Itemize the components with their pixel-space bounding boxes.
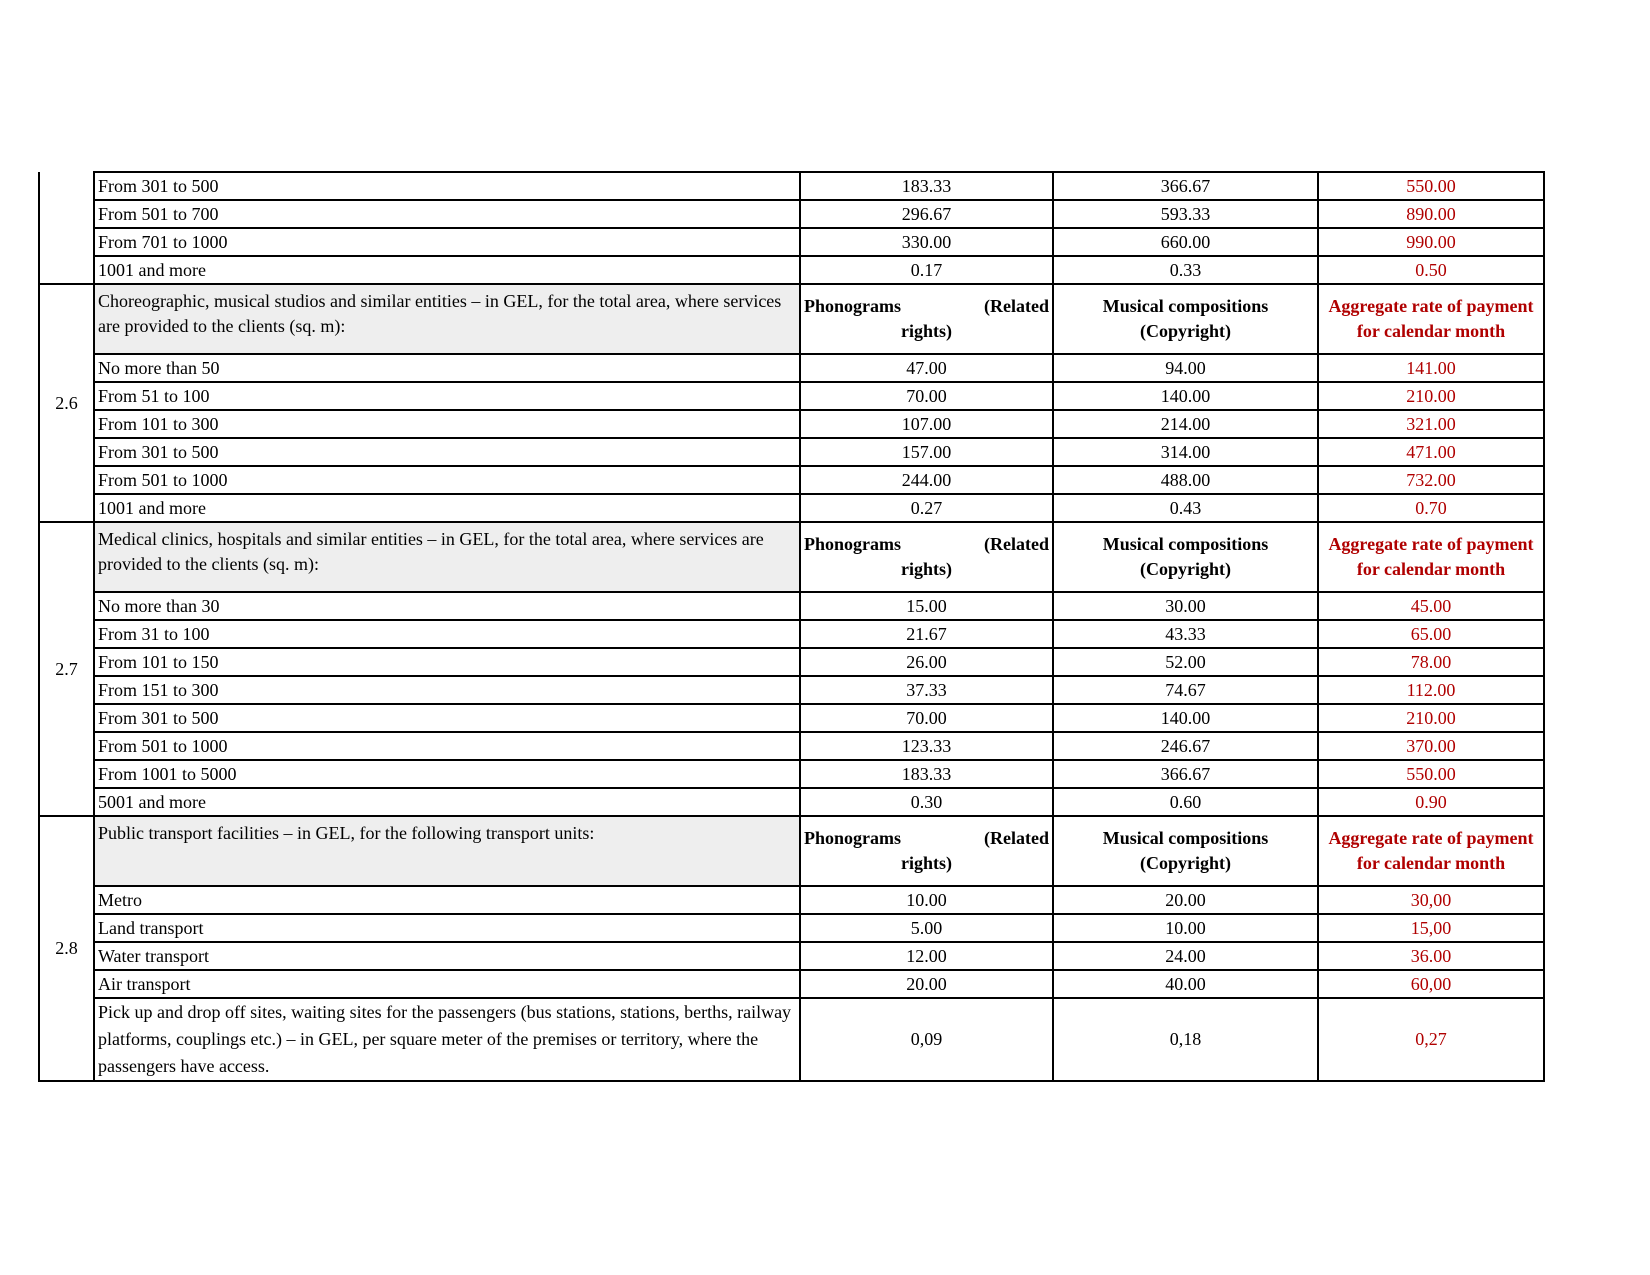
aggregate-value: 732.00 <box>1318 466 1544 494</box>
table-row <box>39 732 1544 760</box>
section-description: Choreographic, musical studios and similar entities – in GEL, for the total area, where services are provided to the clients (sq. m): <box>94 284 800 354</box>
copyright-value: 52.00 <box>1053 648 1318 676</box>
table-row <box>39 172 1544 200</box>
aggregate-value: 0.90 <box>1318 788 1544 816</box>
aggregate-column-header: Aggregate rate of payment for calendar month <box>1318 522 1544 592</box>
aggregate-value: 141.00 <box>1318 354 1544 382</box>
aggregate-value: 15,00 <box>1318 914 1544 942</box>
copyright-column-header: Musical compositions (Copyright) <box>1053 284 1318 354</box>
table-row <box>39 788 1544 816</box>
table-row <box>39 998 1544 1081</box>
phonograms-value: 0.17 <box>800 256 1053 284</box>
copyright-value: 140.00 <box>1053 382 1318 410</box>
copyright-value: 246.67 <box>1053 732 1318 760</box>
table-row <box>39 886 1544 914</box>
table-row <box>39 410 1544 438</box>
phonograms-column-header <box>800 284 1053 354</box>
copyright-column-header: Musical compositions (Copyright) <box>1053 522 1318 592</box>
row-label: From 31 to 100 <box>94 620 800 648</box>
phonograms-value: 123.33 <box>800 732 1053 760</box>
tariff-table-page <box>38 171 1543 1082</box>
phonograms-value: 157.00 <box>800 438 1053 466</box>
related-label: (Related <box>984 828 1049 848</box>
table-row <box>39 620 1544 648</box>
related-label: (Related <box>984 296 1049 316</box>
aggregate-value: 36.00 <box>1318 942 1544 970</box>
row-label: 5001 and more <box>94 788 800 816</box>
section-number: 2.6 <box>39 284 94 522</box>
phonograms-value: 70.00 <box>800 382 1053 410</box>
table-row <box>39 494 1544 522</box>
aggregate-column-header: Aggregate rate of payment for calendar month <box>1318 284 1544 354</box>
aggregate-value: 78.00 <box>1318 648 1544 676</box>
phonograms-value: 12.00 <box>800 942 1053 970</box>
phonograms-value: 37.33 <box>800 676 1053 704</box>
copyright-value: 593.33 <box>1053 200 1318 228</box>
aggregate-value: 0,27 <box>1318 998 1544 1081</box>
phonograms-value: 47.00 <box>800 354 1053 382</box>
aggregate-value: 890.00 <box>1318 200 1544 228</box>
row-label: From 501 to 1000 <box>94 732 800 760</box>
copyright-value: 0.33 <box>1053 256 1318 284</box>
section-number: 2.8 <box>39 816 94 1081</box>
aggregate-value: 210.00 <box>1318 704 1544 732</box>
phonograms-label: Phonograms <box>804 828 902 848</box>
phonograms-value: 26.00 <box>800 648 1053 676</box>
row-label: No more than 30 <box>94 592 800 620</box>
phonograms-value: 20.00 <box>800 970 1053 998</box>
rights-label: rights) <box>901 853 952 873</box>
section-header-row <box>39 522 1544 592</box>
table-row <box>39 970 1544 998</box>
section-header-row <box>39 284 1544 354</box>
aggregate-value: 112.00 <box>1318 676 1544 704</box>
row-label: Metro <box>94 886 800 914</box>
table-row <box>39 648 1544 676</box>
phonograms-value: 0.27 <box>800 494 1053 522</box>
table-row <box>39 704 1544 732</box>
row-label: 1001 and more <box>94 256 800 284</box>
copyright-value: 214.00 <box>1053 410 1318 438</box>
table-row <box>39 466 1544 494</box>
copyright-value: 20.00 <box>1053 886 1318 914</box>
table-row <box>39 676 1544 704</box>
row-label: 1001 and more <box>94 494 800 522</box>
phonograms-label: Phonograms <box>804 534 902 554</box>
row-label: From 51 to 100 <box>94 382 800 410</box>
related-label: (Related <box>984 534 1049 554</box>
table-row <box>39 228 1544 256</box>
phonograms-value: 296.67 <box>800 200 1053 228</box>
phonograms-value: 183.33 <box>800 760 1053 788</box>
copyright-value: 30.00 <box>1053 592 1318 620</box>
section-number: 2.7 <box>39 522 94 816</box>
row-label: From 101 to 150 <box>94 648 800 676</box>
phonograms-column-header <box>800 816 1053 886</box>
copyright-column-header: Musical compositions (Copyright) <box>1053 816 1318 886</box>
copyright-value: 0.43 <box>1053 494 1318 522</box>
phonograms-column-header <box>800 522 1053 592</box>
copyright-value: 74.67 <box>1053 676 1318 704</box>
phonograms-value: 10.00 <box>800 886 1053 914</box>
row-label: From 301 to 500 <box>94 172 800 200</box>
row-label: From 301 to 500 <box>94 704 800 732</box>
rights-label: rights) <box>901 559 952 579</box>
phonograms-value: 70.00 <box>800 704 1053 732</box>
table-row <box>39 592 1544 620</box>
rights-label: rights) <box>901 321 952 341</box>
row-label: Pick up and drop off sites, waiting sites for the passengers (bus stations, stations, berths, railway platforms, couplings etc.) – in GEL, per square meter of the premises or territory, where the passengers have access. <box>94 998 800 1081</box>
aggregate-column-header: Aggregate rate of payment for calendar month <box>1318 816 1544 886</box>
copyright-value: 94.00 <box>1053 354 1318 382</box>
row-label: Air transport <box>94 970 800 998</box>
aggregate-value: 0.70 <box>1318 494 1544 522</box>
phonograms-value: 0,09 <box>800 998 1053 1081</box>
section-description: Medical clinics, hospitals and similar entities – in GEL, for the total area, where services are provided to the clients (sq. m): <box>94 522 800 592</box>
aggregate-value: 65.00 <box>1318 620 1544 648</box>
table-row <box>39 760 1544 788</box>
phonograms-value: 15.00 <box>800 592 1053 620</box>
aggregate-value: 45.00 <box>1318 592 1544 620</box>
copyright-value: 314.00 <box>1053 438 1318 466</box>
table-row <box>39 256 1544 284</box>
row-label: From 501 to 700 <box>94 200 800 228</box>
table-row <box>39 200 1544 228</box>
row-label: From 1001 to 5000 <box>94 760 800 788</box>
phonograms-value: 183.33 <box>800 172 1053 200</box>
row-label: From 501 to 1000 <box>94 466 800 494</box>
table-row <box>39 942 1544 970</box>
tariff-table-body <box>39 172 1544 1081</box>
copyright-value: 660.00 <box>1053 228 1318 256</box>
copyright-value: 0.60 <box>1053 788 1318 816</box>
aggregate-value: 990.00 <box>1318 228 1544 256</box>
aggregate-value: 60,00 <box>1318 970 1544 998</box>
section-description: Public transport facilities – in GEL, for the following transport units: <box>94 816 800 886</box>
phonograms-value: 244.00 <box>800 466 1053 494</box>
copyright-value: 140.00 <box>1053 704 1318 732</box>
aggregate-value: 471.00 <box>1318 438 1544 466</box>
copyright-value: 366.67 <box>1053 760 1318 788</box>
phonograms-label: Phonograms <box>804 296 902 316</box>
phonograms-value: 0.30 <box>800 788 1053 816</box>
phonograms-value: 21.67 <box>800 620 1053 648</box>
row-label: From 151 to 300 <box>94 676 800 704</box>
row-label: No more than 50 <box>94 354 800 382</box>
copyright-value: 366.67 <box>1053 172 1318 200</box>
row-label: Water transport <box>94 942 800 970</box>
table-row <box>39 382 1544 410</box>
phonograms-value: 330.00 <box>800 228 1053 256</box>
phonograms-value: 107.00 <box>800 410 1053 438</box>
aggregate-value: 0.50 <box>1318 256 1544 284</box>
tariff-table <box>38 171 1545 1082</box>
aggregate-value: 370.00 <box>1318 732 1544 760</box>
copyright-value: 0,18 <box>1053 998 1318 1081</box>
aggregate-value: 210.00 <box>1318 382 1544 410</box>
table-row <box>39 438 1544 466</box>
aggregate-value: 550.00 <box>1318 760 1544 788</box>
copyright-value: 43.33 <box>1053 620 1318 648</box>
aggregate-value: 550.00 <box>1318 172 1544 200</box>
aggregate-value: 321.00 <box>1318 410 1544 438</box>
copyright-value: 40.00 <box>1053 970 1318 998</box>
row-label: Land transport <box>94 914 800 942</box>
phonograms-value: 5.00 <box>800 914 1053 942</box>
table-row <box>39 354 1544 382</box>
aggregate-value: 30,00 <box>1318 886 1544 914</box>
section-header-row <box>39 816 1544 886</box>
copyright-value: 488.00 <box>1053 466 1318 494</box>
row-label: From 301 to 500 <box>94 438 800 466</box>
copyright-value: 10.00 <box>1053 914 1318 942</box>
table-row <box>39 914 1544 942</box>
row-label: From 701 to 1000 <box>94 228 800 256</box>
copyright-value: 24.00 <box>1053 942 1318 970</box>
section-number <box>39 172 94 284</box>
row-label: From 101 to 300 <box>94 410 800 438</box>
